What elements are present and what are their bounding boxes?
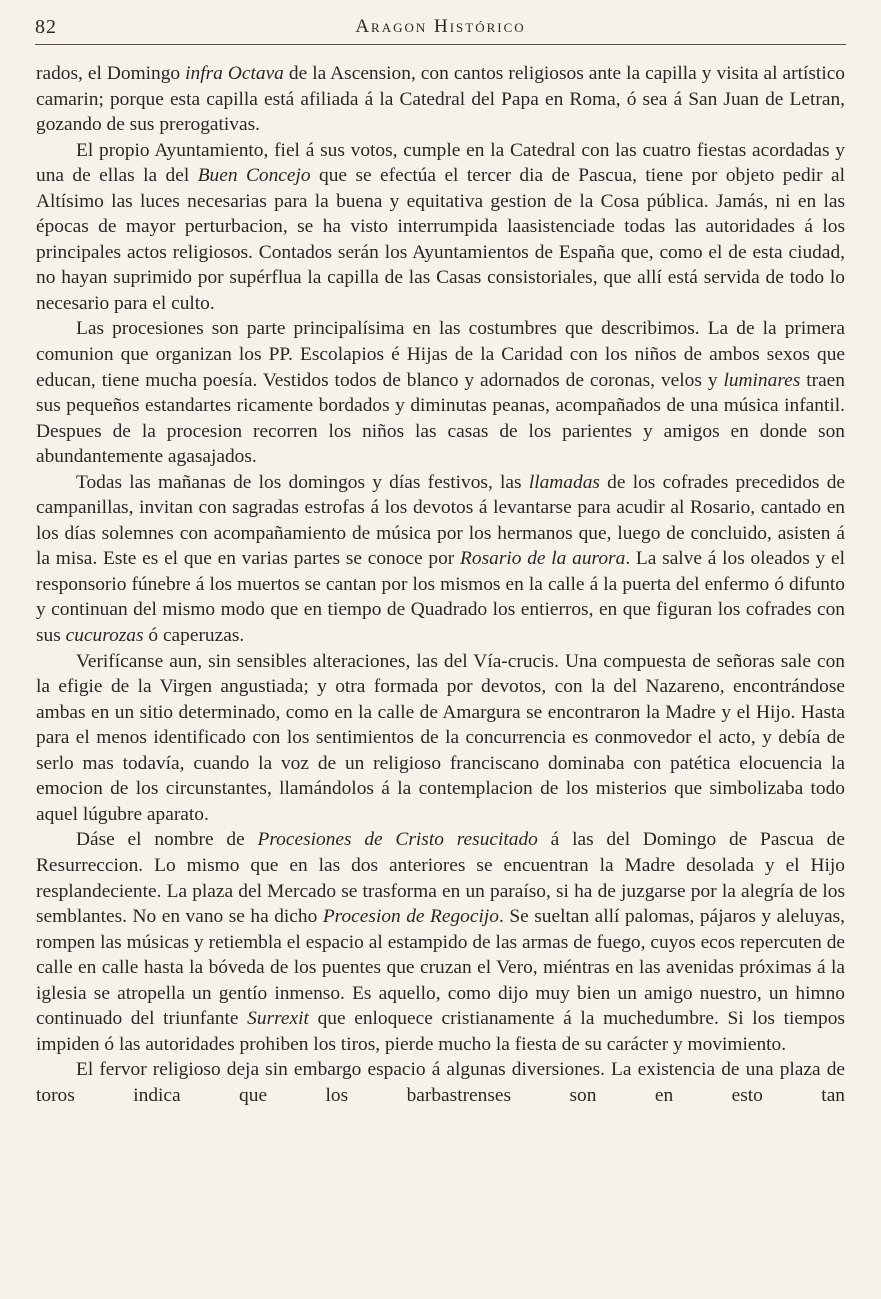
paragraph [36, 61, 845, 138]
italic-text: Procesion de Regocijo [322, 906, 499, 928]
page-header [35, 14, 846, 45]
text-run: que se efectúa el tercer dia de Pascua, tiene por objeto pedir al Altísimo las luces necesarias para la buena y equitativa gestion de la Cosa pública. Jamás, ni en las épocas de mayor perturbacion, se ha visto interrumpida laasistenciade todas las autoridades á los principales actos religiosos. Contados serán los Ayuntamientos de España que, como el de esta ciudad, no hayan suprimido por supérflua la capilla de las Casas consistoriales, que allí está servida de todo lo necesario para el culto. [36, 165, 845, 314]
italic-text: Procesiones de Cristo resucitado [257, 829, 538, 851]
italic-text: Surrexit [247, 1008, 309, 1030]
paragraph [36, 1057, 845, 1108]
text-run: Todas las mañanas de los domingos y días festivos, las [76, 471, 529, 493]
italic-text: infra Octava [185, 63, 284, 84]
italic-text: luminares [723, 369, 801, 391]
paragraph [36, 470, 845, 649]
body-text [36, 61, 845, 1108]
text-run: á las del Domingo de Pascua de Resurreccion. Lo mismo que en las dos anteriores se encuentran la Madre desolada y el Hijo resplandeciente. La plaza del Mercado se trasforma en un paraíso, si ha de juzgarse por la alegría de los semblantes. No en vano se ha dicho [36, 829, 845, 928]
italic-text: cucurozas [65, 625, 144, 647]
text-run: Dáse el nombre de [76, 829, 258, 851]
italic-text: Rosario de la aurora [460, 548, 626, 570]
paragraph [36, 827, 845, 1057]
text-run: . Se sueltan allí palomas, pájaros y aleluyas, rompen las músicas y retiembla el espacio al estampido de las armas de fuego, cuyos ecos repercuten de calle en calle hasta la bóveda de los puentes que cruzan el Vero, miéntras en las avenidas próximas á la iglesia se atropella un gentío inmenso. Es aquello, como dijo muy bien un amigo nuestro, un himno continuado del triunfante [36, 906, 846, 1030]
text-run: rados, el Domingo [36, 63, 186, 84]
paragraph [36, 649, 845, 828]
text-run: El fervor religioso deja sin embargo espacio á algunas diversiones. La existencia de una plaza de toros indica que los barbastrenses son en esto tan [36, 1059, 845, 1106]
italic-text: Buen Concejo [197, 165, 311, 187]
text-run: de la Ascension, con cantos religiosos ante la capilla y visita al artístico camarin; porque esta capilla está afiliada á la Catedral del Papa en Roma, ó sea á San Juan de Letran, gozando de sus prerogativas. [36, 63, 846, 136]
italic-text: llamadas [528, 471, 600, 493]
text-run: traen sus pequeños estandartes ricamente bordados y diminutas peanas, acompañados de una música infantil. Despues de la procesion recorren los niños las casas de los parientes y amigos en donde son abundantemente agasajados. [36, 369, 845, 468]
text-run: que enloquece cristianamente á la muchedumbre. Si los tiempos impiden ó las autoridades prohiben los tiros, pierde mucho la fiesta de su carácter y movimiento. [36, 1008, 845, 1055]
text-run: de los cofrades precedidos de campanillas, invitan con sagradas estrofas á los devotos á levantarse para acudir al Rosario, cantado en los días solemnes con acompañamiento de música por los hermanos que, luego de concluido, asisten á la misa. Este es el que en varias partes se conoce por [36, 471, 846, 570]
text-run: El propio Ayuntamiento, fiel á sus votos, cumple en la Catedral con las cuatro fiestas acordadas y una de ellas la del [36, 139, 845, 187]
text-run: Las procesiones son parte principalísima en las costumbres que describimos. La de la primera comunion que organizan los PP. Escolapios é Hijas de la Caridad con los niños de ambos sexos que educan, tiene mucha poesía. Vestidos todos de blanco y adornados de coronas, velos y [36, 318, 845, 391]
paragraph [36, 138, 845, 317]
paragraph [36, 316, 845, 469]
text-run: Verifícanse aun, sin sensibles alteraciones, las del Vía-crucis. Una compuesta de señoras sale con la efigie de la Virgen angustiada; y otra formada por devotos, con la del Nazareno, encontrándose ambas en un sitio determinado, como en la calle de Amargura se encontraron la Madre y el Hijo. Hasta para el menos identificado con los sentimientos de la concurrencia es conmovedor el acto, y debía de serlo mas todavía, cuando la voz de un religioso franciscano dominaba con patética elocuencia la emocion de los circunstantes, llamándolos á la contemplacion de los misterios que simbolizaba todo aquel lúgubre aparato. [36, 650, 845, 825]
text-run: . La salve á los oleados y el responsorio fúnebre á los muertos se cantan por los mismos en la calle á la puerta del enfermo ó difunto y continuan del mismo modo que en tiempo de Quadrado los entierros, en que figuran los cofrades con sus [36, 548, 845, 647]
running-title: Aragon Histórico [355, 16, 526, 37]
text-run: ó caperuzas. [143, 625, 245, 647]
page-number: 82 [35, 16, 57, 38]
